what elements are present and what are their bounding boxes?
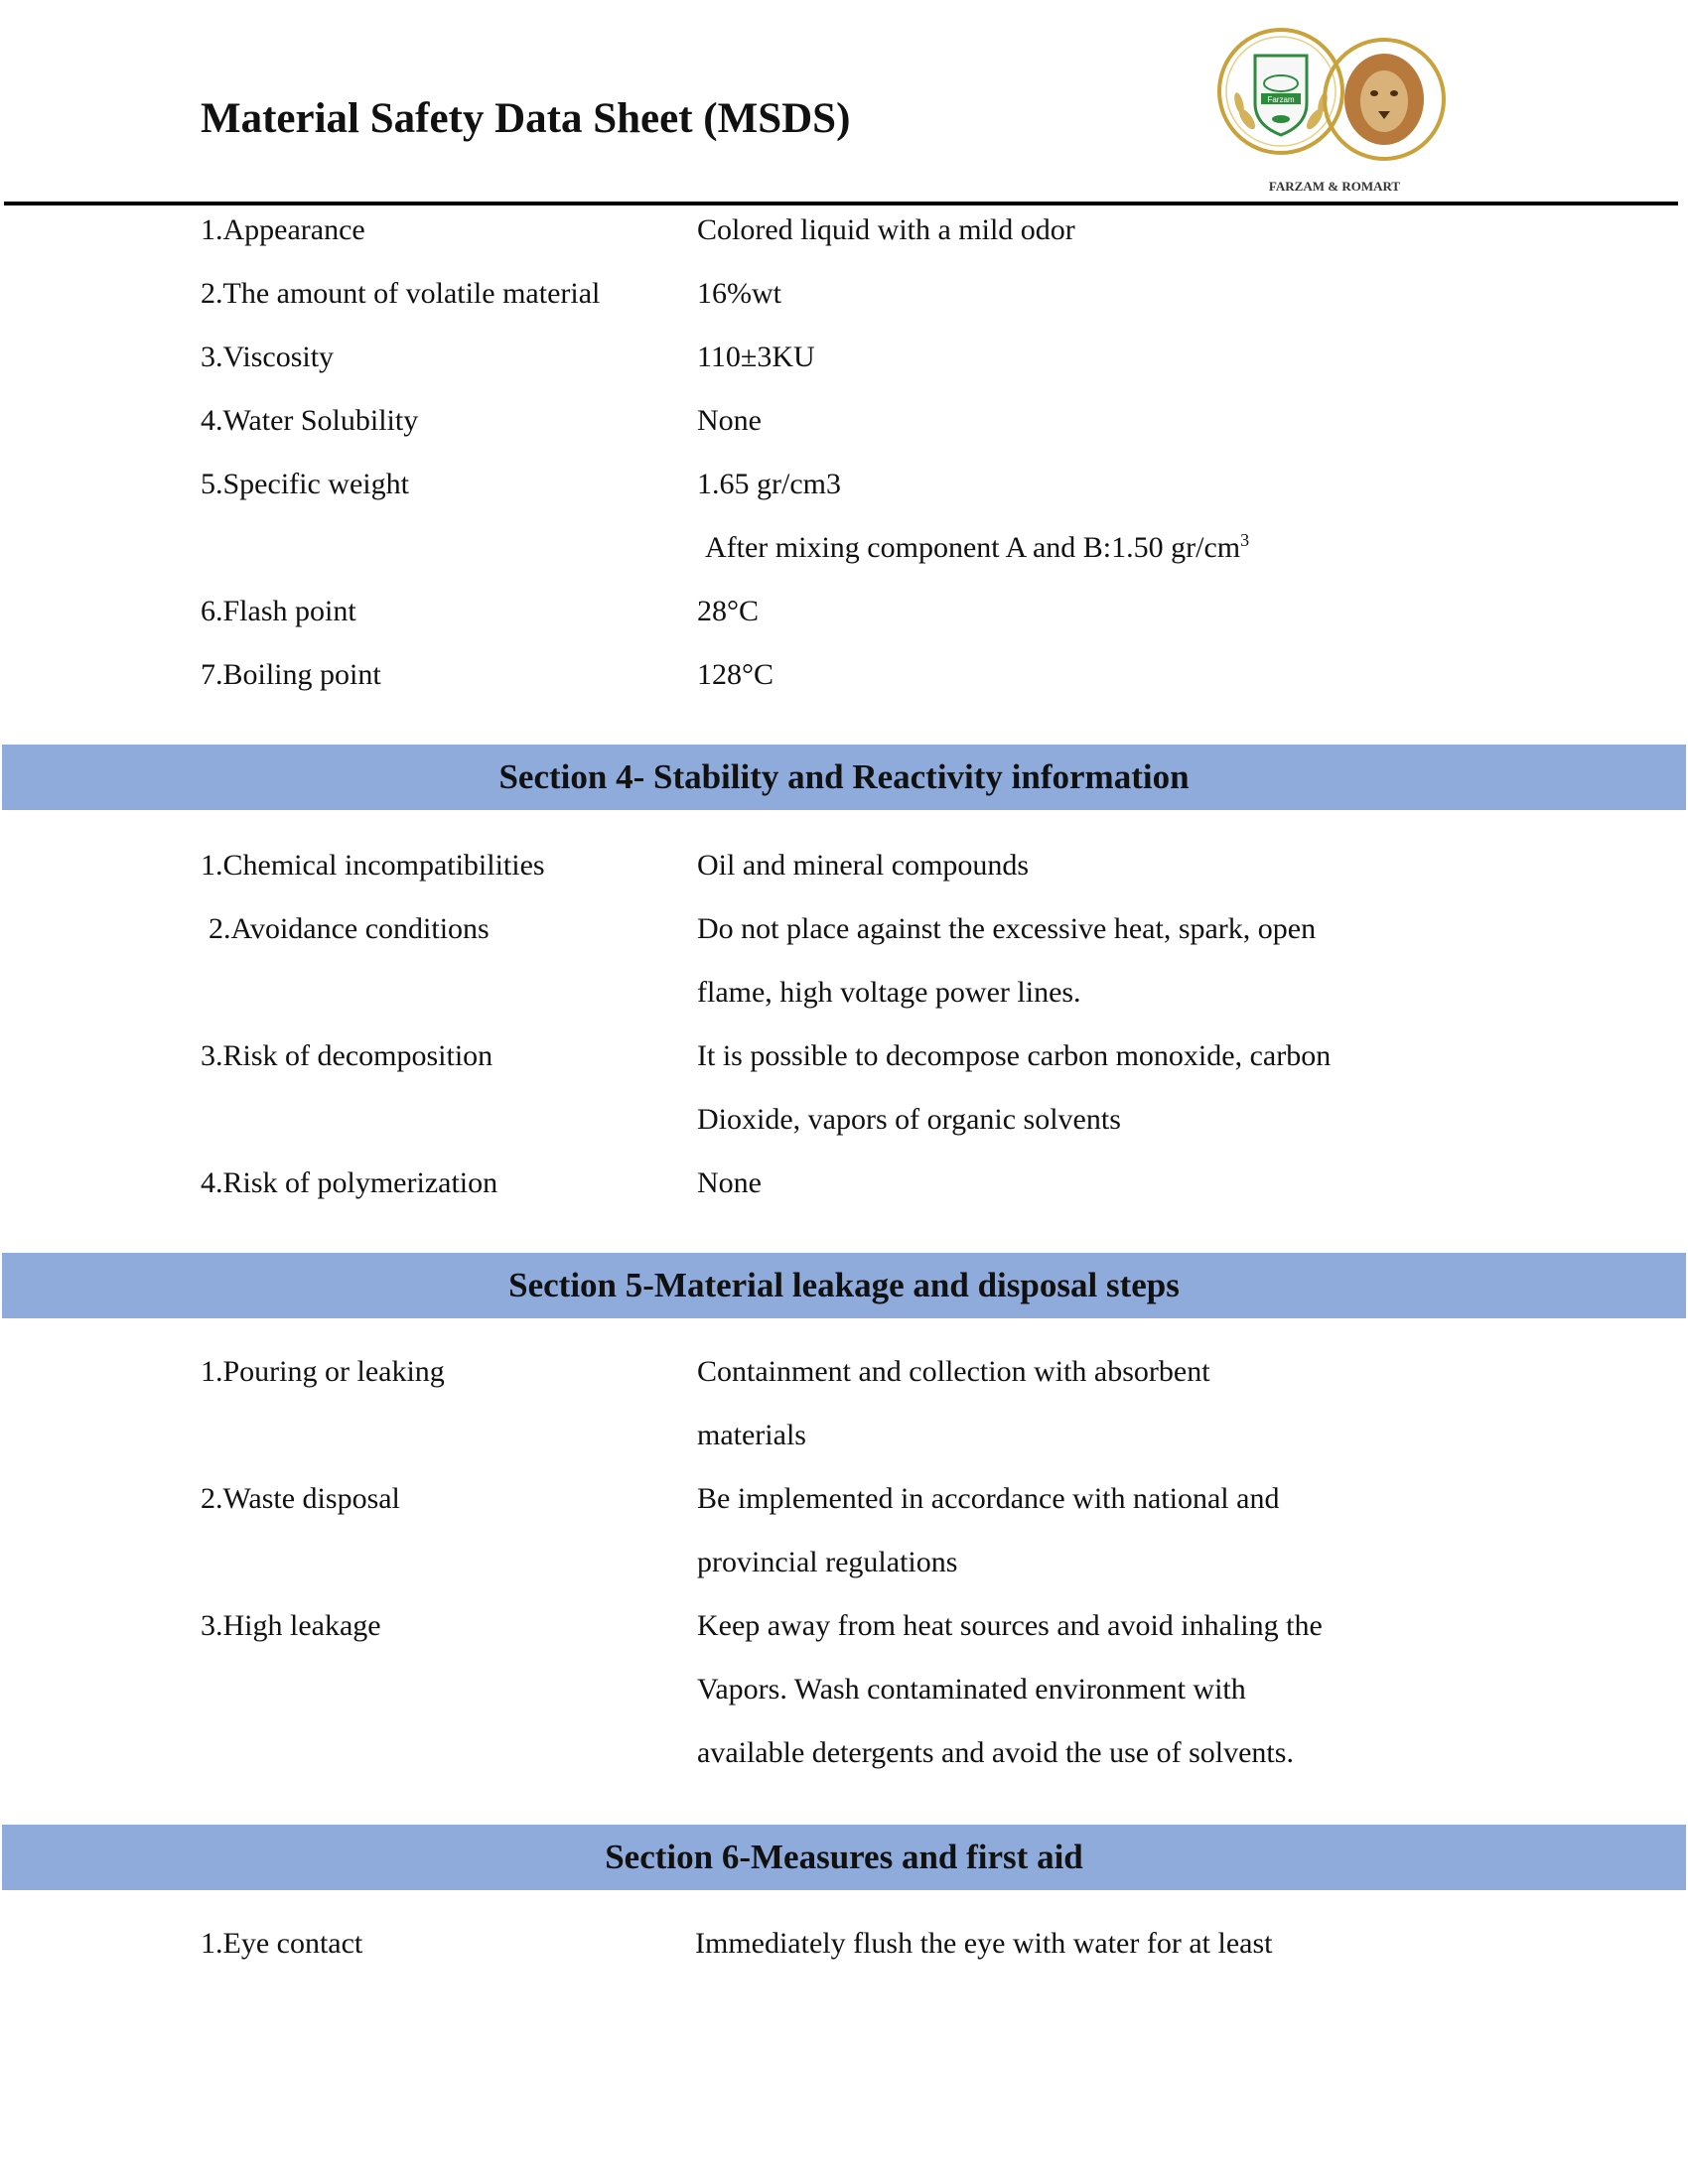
property-label: 4.Water Solubility (201, 404, 419, 437)
first-aid-label: 1.Eye contact (201, 1927, 363, 1960)
leakage-value: Be implemented in accordance with national and (697, 1482, 1280, 1515)
stability-value: Oil and mineral compounds (697, 849, 1030, 882)
page-title: Material Safety Data Sheet (MSDS) (201, 95, 851, 142)
property-label: 7.Boiling point (201, 658, 381, 691)
property-value: 1.65 gr/cm3 (697, 468, 841, 500)
property-label: 5.Specific weight (201, 468, 409, 500)
leakage-label: 1.Pouring or leaking (201, 1355, 445, 1388)
leakage-value: Keep away from heat sources and avoid inhaling the (697, 1609, 1323, 1642)
stability-value: None (697, 1166, 762, 1199)
leakage-label: 3.High leakage (201, 1609, 381, 1642)
stability-label: 1.Chemical incompatibilities (201, 849, 545, 882)
property-label: 1.Appearance (201, 213, 365, 246)
property-note-text: After mixing component A and B:1.50 gr/cm (705, 531, 1241, 564)
property-value: 28°C (697, 595, 760, 627)
shield-icon (1255, 56, 1307, 135)
stability-value: Do not place against the excessive heat, spark, open (697, 912, 1317, 945)
logo-caption: FARZAM & ROMART (1268, 179, 1401, 194)
stability-label: 2.Avoidance conditions (209, 912, 490, 945)
property-label: 3.Viscosity (201, 341, 335, 373)
leakage-value: available detergents and avoid the use of solvents. (697, 1736, 1294, 1769)
property-value: 110±3KU (697, 341, 815, 373)
section-4-header: Section 4- Stability and Reactivity information (2, 745, 1686, 810)
leakage-label: 2.Waste disposal (201, 1482, 400, 1515)
stability-label: 4.Risk of polymerization (201, 1166, 498, 1199)
stability-label: 3.Risk of decomposition (201, 1039, 493, 1072)
leakage-value: materials (697, 1419, 806, 1451)
stability-value: Dioxide, vapors of organic solvents (697, 1103, 1121, 1136)
property-value: 16%wt (697, 277, 781, 310)
leakage-value: Vapors. Wash contaminated environment with (697, 1673, 1246, 1706)
stability-value: flame, high voltage power lines. (697, 976, 1081, 1009)
section-5-header: Section 5-Material leakage and disposal steps (2, 1253, 1686, 1318)
property-note-superscript: 3 (1240, 530, 1250, 550)
svg-text:Farzam: Farzam (1267, 95, 1295, 104)
stability-value: It is possible to decompose carbon monoxide, carbon (697, 1039, 1332, 1072)
property-value: None (697, 404, 762, 437)
leakage-value: provincial regulations (697, 1546, 958, 1578)
leakage-value: Containment and collection with absorbent (697, 1355, 1210, 1388)
company-logo (1203, 20, 1466, 197)
property-note (705, 516, 1460, 580)
property-label: 2.The amount of volatile material (201, 277, 601, 310)
lion-icon (1344, 54, 1424, 145)
property-value: Colored liquid with a mild odor (697, 213, 1075, 246)
property-label: 6.Flash point (201, 595, 356, 627)
property-value: 128°C (697, 658, 774, 691)
section-6-header: Section 6-Measures and first aid (2, 1825, 1686, 1890)
first-aid-value: Immediately flush the eye with water for at least (695, 1927, 1273, 1960)
